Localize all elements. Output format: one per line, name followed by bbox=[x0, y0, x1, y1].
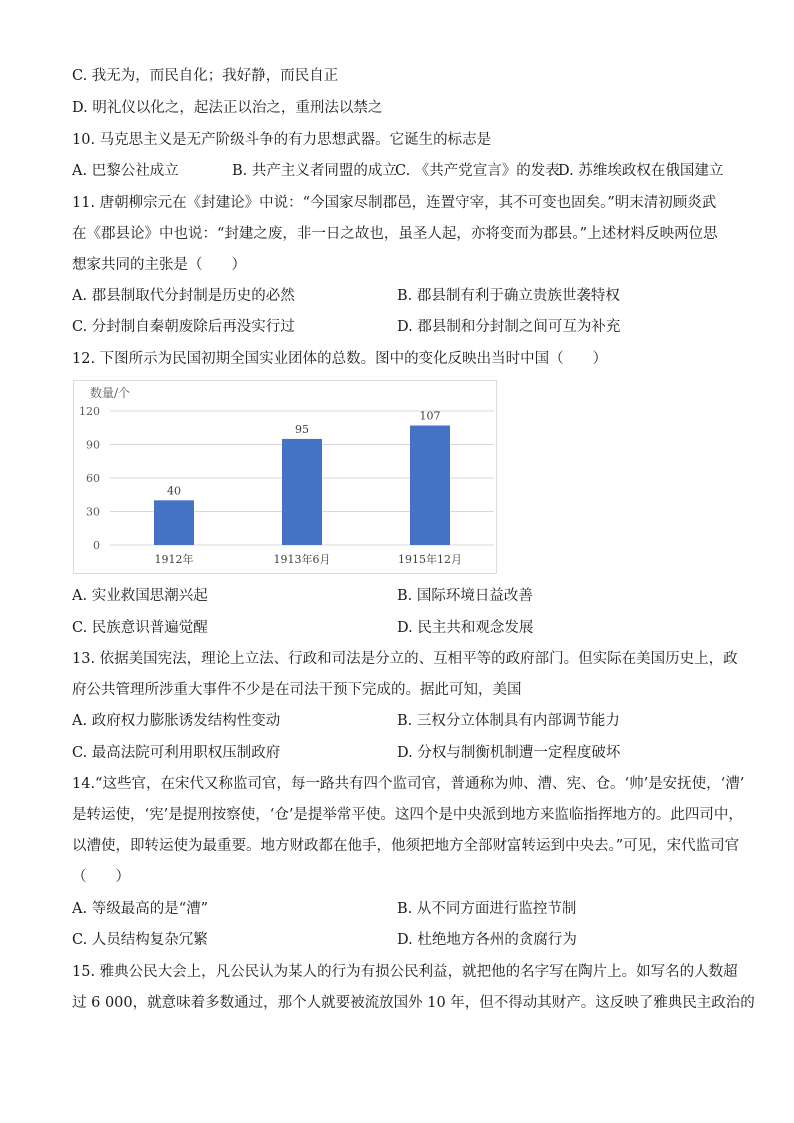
q12-stem: 12. 下图所示为民国初期全国实业团体的总数。图中的变化反映出当时中国（ ） bbox=[72, 351, 608, 367]
q13-stem-line-1: 13. 依据美国宪法，理论上立法、行政和司法是分立的、互相平等的政府部门。但实际在美国历史上，政 bbox=[72, 651, 738, 667]
q11-stem-line-3: 想家共同的主张是（ ） bbox=[72, 257, 246, 273]
y-tick-label: 30 bbox=[86, 505, 100, 519]
q12-option-b: B. 国际环境日益改善 bbox=[397, 588, 533, 604]
q15-stem-line-2: 过 6 000，就意味着多数通过，那个人就要被流放国外 10 年，但不得动其财产。这反映了雅典民主政治的 bbox=[72, 995, 755, 1011]
bar-2 bbox=[282, 439, 322, 545]
y-tick-label: 120 bbox=[79, 405, 100, 418]
q10-option-a: A. 巴黎公社成立 bbox=[72, 163, 179, 179]
q13-option-d: D. 分权与制衡机制遭一定程度破坏 bbox=[397, 745, 621, 761]
q13-stem-line-2: 府公共管理所涉重大事件不少是在司法干预下完成的。据此可知，美国 bbox=[72, 682, 522, 698]
q14-option-a: A. 等级最高的是“漕” bbox=[72, 901, 209, 917]
q13-option-b: B. 三权分立体制具有内部调节能力 bbox=[397, 713, 620, 729]
q13-option-c: C. 最高法院可利用职权压制政府 bbox=[72, 745, 281, 761]
x-tick-label: 1912年 bbox=[154, 553, 194, 566]
data-label: 95 bbox=[295, 422, 309, 436]
q11-option-c: C. 分封制自秦朝废除后再没实行过 bbox=[72, 319, 295, 335]
q14-stem-line-1: 14.“这些官，在宋代又称监司官，每一路共有四个监司官，普通称为帅、漕、宪、仓。‘帅’是安抚使，‘漕’ bbox=[72, 776, 745, 792]
q14-stem-line-2: 是转运使，‘宪’是提刑按察使，‘仓’是提举常平使。这四个是中央派到地方来监临指挥地方的。此四司中， bbox=[72, 807, 743, 823]
q10-option-c: C. 《共产党宣言》的发表 bbox=[395, 163, 560, 179]
q9-option-d: D. 明礼仪以化之，起法正以治之，重刑法以禁之 bbox=[72, 100, 383, 116]
bar-chart-canvas bbox=[74, 381, 496, 573]
q9-option-c: C. 我无为，而民自化；我好静，而民自正 bbox=[72, 68, 339, 84]
q11-option-a: A. 郡县制取代分封制是历史的必然 bbox=[72, 288, 295, 304]
q14-stem-line-4: （ ） bbox=[72, 869, 130, 885]
x-tick-label: 1915年12月 bbox=[398, 553, 462, 566]
q11-stem-line-1: 11. 唐朝柳宗元在《封建论》中说：“今国家尽制郡邑，连置守宰，其不可变也固矣。”明末清初顾炎武 bbox=[72, 195, 717, 211]
x-tick-label: 1913年6月 bbox=[273, 553, 331, 566]
y-axis-label: 数量/个 bbox=[90, 386, 131, 400]
y-tick-label: 0 bbox=[93, 539, 100, 552]
q12-option-a: A. 实业救国思潮兴起 bbox=[72, 588, 208, 604]
q14-stem-line-3: 以漕使，即转运使为最重要。地方财政都在他手，他须把地方全部财富转运到中央去。”可见，宋代监司官 bbox=[72, 838, 740, 854]
q11-stem-line-2: 在《郡县论》中也说：“封建之废，非一日之故也，虽圣人起，亦将变而为郡县。”上述材料反映两位思 bbox=[72, 226, 718, 242]
bar-chart bbox=[73, 380, 497, 574]
y-tick-label: 60 bbox=[86, 472, 100, 485]
q12-option-c: C. 民族意识普遍觉醒 bbox=[72, 620, 208, 636]
q11-option-d: D. 郡县制和分封制之间可互为补充 bbox=[397, 319, 621, 335]
data-label: 107 bbox=[419, 409, 441, 423]
q11-option-b: B. 郡县制有利于确立贵族世袭特权 bbox=[397, 288, 620, 304]
q14-option-b: B. 从不同方面进行监控节制 bbox=[397, 901, 577, 917]
q13-option-a: A. 政府权力膨胀诱发结构性变动 bbox=[72, 713, 281, 729]
y-tick-label: 90 bbox=[86, 438, 100, 452]
q10-stem: 10. 马克思主义是无产阶级斗争的有力思想武器。它诞生的标志是 bbox=[72, 132, 492, 148]
q15-stem-line-1: 15. 雅典公民大会上，凡公民认为某人的行为有损公民利益，就把他的名字写在陶片上。如写名的人数超 bbox=[72, 964, 738, 980]
data-label: 40 bbox=[167, 484, 181, 498]
q10-option-d: D. 苏维埃政权在俄国建立 bbox=[558, 163, 724, 179]
q10-option-b: B. 共产主义者同盟的成立 bbox=[232, 163, 397, 179]
q14-option-d: D. 杜绝地方各州的贪腐行为 bbox=[397, 932, 577, 948]
bar-1 bbox=[154, 500, 194, 545]
q14-option-c: C. 人员结构复杂冗繁 bbox=[72, 932, 208, 948]
q12-option-d: D. 民主共和观念发展 bbox=[397, 620, 534, 636]
bar-3 bbox=[410, 426, 450, 545]
